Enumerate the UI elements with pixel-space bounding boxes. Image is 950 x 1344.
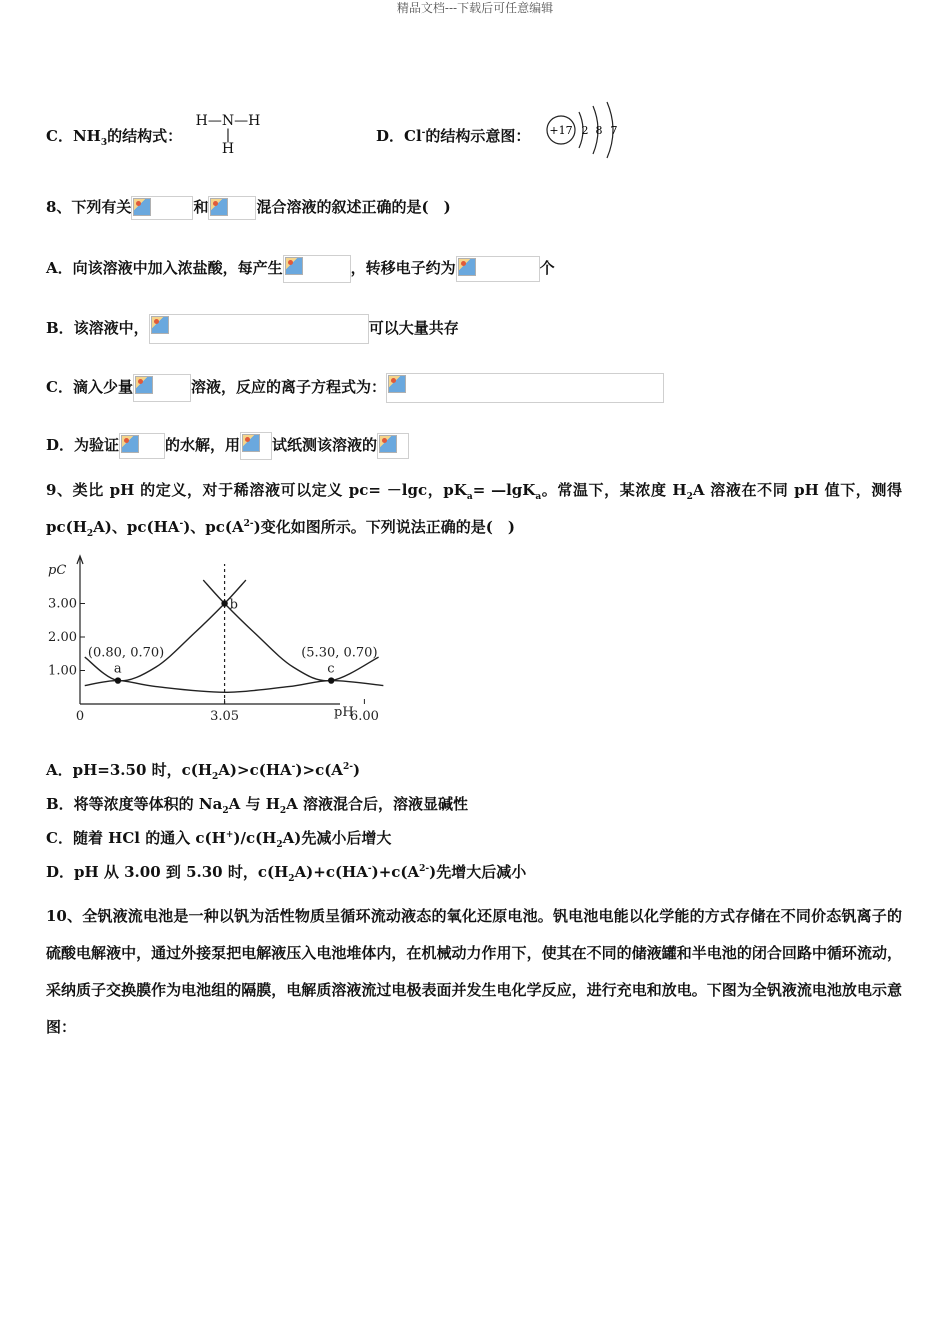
formula-image-placeholder [149,314,369,344]
point-label-b: b [229,597,238,613]
shell-2-count: 8 [595,124,603,137]
shell-1-count: 2 [581,124,589,137]
point-c [328,677,334,683]
formula-image-placeholder [240,432,272,460]
point-annotation-c: (5.30, 0.70) [301,645,378,661]
formula-image-placeholder [131,196,193,220]
q8-option-d: D．为验证 的水解，用 试纸测该溶液的 [46,432,409,460]
formula-image-placeholder [456,256,540,282]
point-annotation-a: (0.80, 0.70) [87,645,165,661]
q9-option-d: D．pH 从 3.00 到 5.30 时，$c(H_2A)+c(HA^-)+c(A^{2-})$先增大后减小 [46,863,527,884]
x-axis-label: pH [334,705,354,720]
q8-option-b: B．该溶液中， 可以大量共存 [46,314,459,344]
q8-stem: 8、下列有关 和 混合溶液的叙述正确的是( ) [46,196,451,220]
point-b [221,600,227,606]
point-a [115,677,121,683]
q8-option-c: C．滴入少量 溶液，反应的离子方程式为： [46,373,664,403]
series-curve-1 [85,580,246,681]
page-header: 精品文档---下载后可任意编辑 [396,1,554,15]
formula-image-placeholder [119,433,165,459]
x-tick-label: 0 [75,709,85,724]
formula-image-placeholder [208,196,256,220]
cl-ion-structure-diagram [545,100,625,160]
nh3-structure: H—N—H | H [195,113,261,157]
q7-option-d: D．Cl-的结构示意图： [376,127,531,145]
formula-image-placeholder [133,374,191,402]
x-tick-label: 3.05 [210,709,240,724]
y-tick-label: 3.00 [48,596,77,612]
q7-option-c: C．$NH_3$的结构式： [46,127,183,148]
formula-image-placeholder [386,373,664,403]
q9-pc-ph-chart [40,552,379,728]
q10-paragraph: 10、全钒液流电池是一种以钒为活性物质呈循环流动液态的氧化还原电池。钒电池电能以化学能的方式存储在不同价态钒离子的硫酸电解液中，通过外接泵把电解液压入电池堆体内，在机械动力作用下，使其在不同的储液罐和半电池的闭合回路中循环流动，采纳质子交换膜作为电池组的隔膜，电解质溶液流过电极表面并发生电化学反应，进行充电和放电。下图为全钒液流电池放电示意图： [46,907,902,1036]
q9-option-a: A．pH=3.50 时，$c(H_2A)>c(HA^-)>c(A^{2-})$ [46,761,361,782]
y-tick-label: 1.00 [48,663,77,679]
q9-option-c: C．随着 HCl 的通入 $c(H^+)/c(H_2A)$先减小后增大 [46,829,392,850]
q9-stem: 9、类比 pH 的定义，对于稀溶液可以定义 pc= －lgc，$pK_a=$ —lgK$_a$。常温下，某浓度 $H_2A$ 溶液在不同 pH 值下，测得 $pc(H_2A)$、pc(HA-)、$pc(A^{2-})$变化如图所示。下列说法正确的是( ) [46,481,903,539]
nucleus-label: +17 [549,124,573,137]
shell-3-count: 7 [610,124,618,137]
q8-option-a: A．向该溶液中加入浓盐酸，每产生 ，转移电子约为 个 [46,255,555,283]
x-tick-label: 6.00 [349,709,379,724]
formula-image-placeholder [377,433,409,459]
q9-option-b: B．将等浓度等体积的 $Na_2A$ 与 $H_2A$ 溶液混合后，溶液显碱性 [46,795,469,816]
y-axis-label: pC [48,563,67,578]
point-label-c: c [327,661,335,677]
formula-image-placeholder [283,255,351,283]
y-tick-label: 2.00 [48,630,77,645]
point-label-a: a [113,661,122,677]
series-curve-2 [85,681,384,693]
series-curve-3 [203,580,378,681]
